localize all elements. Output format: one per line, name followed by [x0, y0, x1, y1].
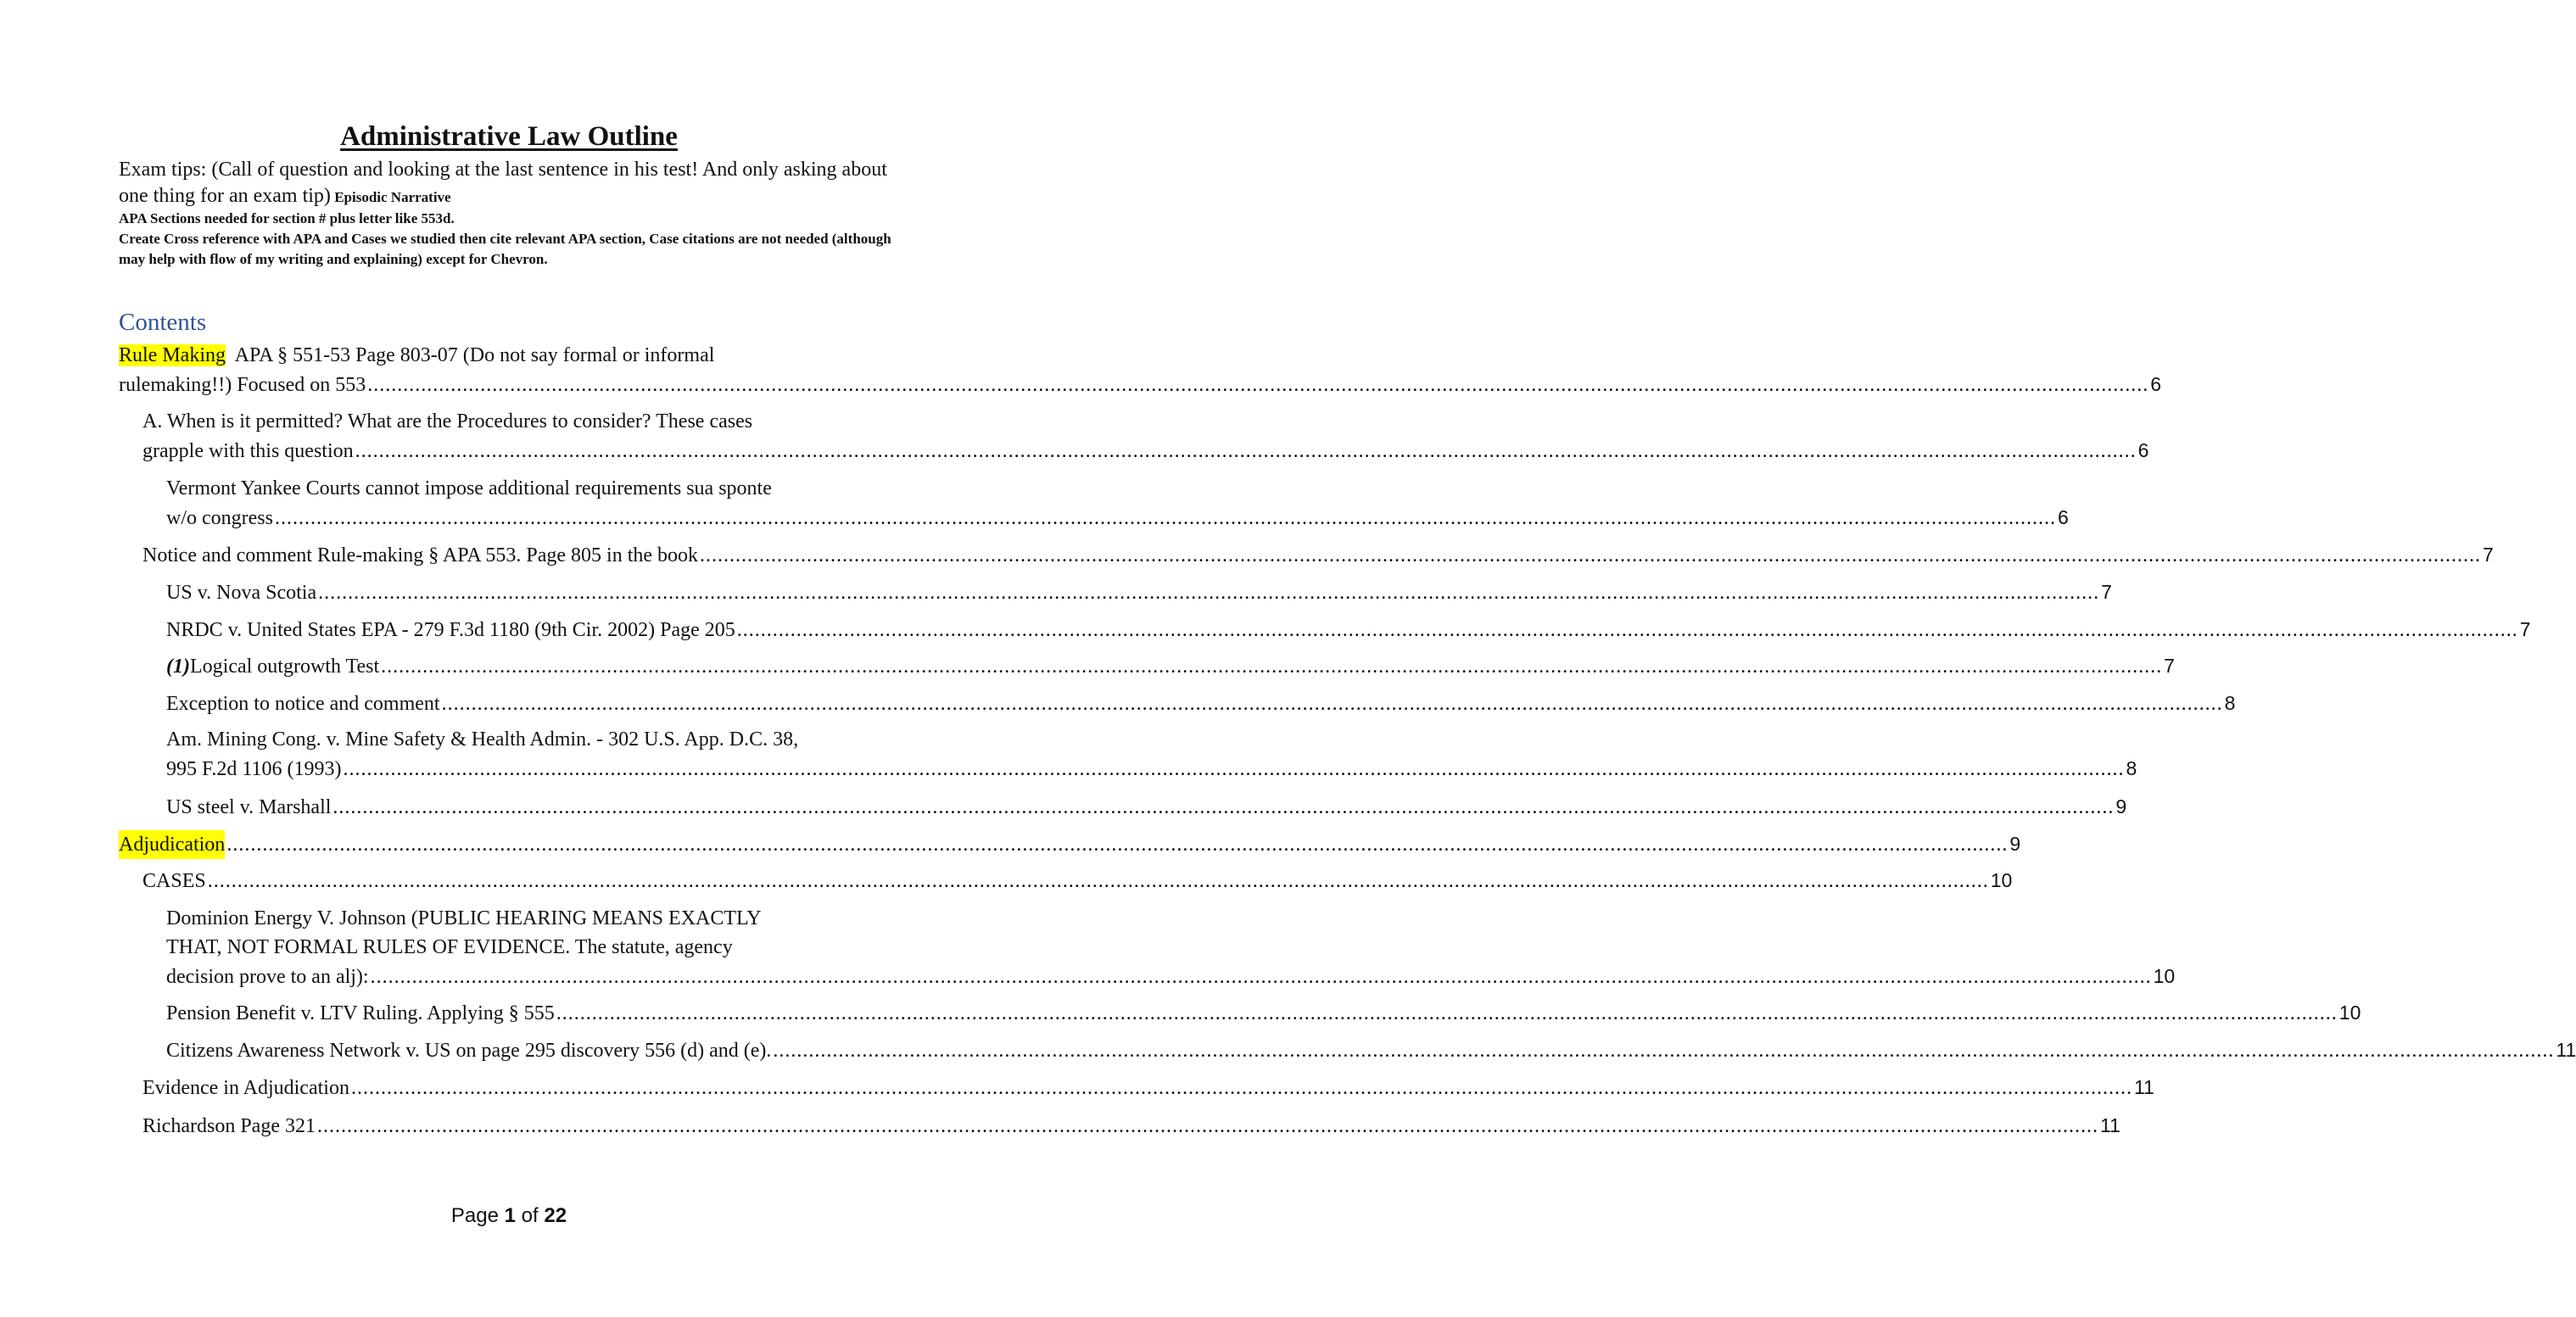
episodic-narrative-note: Episodic Narrative [330, 189, 451, 205]
toc-item-number: (1) [166, 656, 190, 678]
footer-total-pages: 22 [544, 1204, 567, 1227]
toc-page-number: 10 [2153, 965, 2176, 987]
dot-leader: ............................................................................................................................................................................................................................................................................................................ [332, 796, 2115, 818]
dot-leader: ............................................................................................................................................................................................................................................................................................................ [556, 1002, 2338, 1024]
footer-page-of: of [516, 1204, 545, 1227]
toc-entry-text: 995 F.2d 1106 (1993) [166, 758, 342, 780]
toc-entry-text: Exception to notice and comment [166, 693, 440, 715]
toc-page-number: 9 [2115, 795, 2127, 818]
toc-entry-text: THAT, NOT FORMAL RULES OF EVIDENCE. The statute, agency [166, 936, 733, 958]
toc-entry-text: NRDC v. United States EPA - 279 F.3d 1180 (9th Cir. 2002) Page 205 [166, 619, 735, 641]
toc-page-number: 11 [2133, 1076, 2154, 1098]
toc-entry-nrdc-v-epa[interactable] [166, 615, 2531, 645]
toc-page-number: 7 [2164, 655, 2175, 677]
toc-page-number: 6 [2057, 506, 2069, 528]
toc-entry-us-steel[interactable] [166, 792, 2127, 822]
toc-entry-vermont-yankee[interactable] [166, 474, 2069, 533]
toc-page-number: 11 [2556, 1039, 2576, 1061]
toc-entry-text: US steel v. Marshall [166, 796, 332, 818]
toc-entry-citizens-awareness[interactable] [166, 1035, 2576, 1065]
cross-reference-note: Create Cross reference with APA and Cases we studied then cite relevant APA section, Case citations are not needed (although may help with flow of my writing and explaining) except for Chevron. [119, 231, 891, 267]
toc-entry-exception-notice[interactable] [166, 689, 2236, 718]
toc-entry-text: Am. Mining Cong. v. Mine Safety & Health Admin. - 302 U.S. App. D.C. 38, [166, 728, 799, 751]
toc-page-number: 10 [2339, 1002, 2361, 1024]
dot-leader: ............................................................................................................................................................................................................................................................................................................ [381, 656, 2163, 678]
toc-entry-text: Citizens Awareness Network v. US on page 295 discovery 556 (d) and (e). [166, 1040, 772, 1062]
toc-entry-text: APA § 551-53 Page 803-07 (Do not say formal or informal [226, 344, 715, 366]
toc-page-number: 6 [2137, 439, 2149, 461]
toc-entry-text: rulemaking!!) Focused on 553 [119, 374, 366, 396]
toc-entry-am-mining[interactable] [166, 725, 2137, 784]
toc-entry-text: Dominion Energy V. Johnson (PUBLIC HEARING MEANS EXACTLY [166, 907, 762, 929]
toc-page-number: 8 [2224, 692, 2236, 714]
toc-entry-evidence-adjudication[interactable] [142, 1073, 2154, 1102]
toc-highlight-rule-making: Rule Making [119, 344, 226, 366]
toc-page-number: 7 [2483, 544, 2494, 566]
toc-page-number: 9 [2009, 833, 2021, 855]
toc-entry-text: Richardson Page 321 [142, 1115, 316, 1137]
toc-entry-text: Vermont Yankee Courts cannot impose additional requirements sua sponte [166, 477, 772, 499]
toc-entry-text: grapple with this question [142, 440, 354, 462]
exam-tips [119, 157, 899, 210]
toc-page-number: 6 [2150, 373, 2162, 395]
apa-sections-note: APA Sections needed for section # plus letter like 553d. [119, 210, 455, 226]
dot-leader: ............................................................................................................................................................................................................................................................................................................ [773, 1040, 2555, 1062]
toc-page-number: 7 [2101, 581, 2112, 603]
dot-leader: ............................................................................................................................................................................................................................................................................................................ [207, 870, 1989, 892]
toc-entry-text: CASES [142, 870, 206, 892]
contents-heading: Contents [119, 309, 207, 336]
exam-tips-text: Exam tips: (Call of question and looking at the last sentence in his test! And only asking about one thing for an exam tip) [119, 159, 887, 207]
toc-entry-cases[interactable] [142, 866, 2013, 896]
dot-leader: ............................................................................................................................................................................................................................................................................................................ [226, 834, 2009, 856]
toc-entry-adjudication[interactable] [119, 829, 2021, 859]
toc-entry-logical-outgrowth[interactable] [166, 651, 2175, 681]
toc-entry-pension-benefit[interactable] [166, 998, 2361, 1028]
footer-page-prefix: Page [450, 1204, 505, 1227]
dot-leader: ............................................................................................................................................................................................................................................................................................................ [367, 374, 2149, 396]
toc-page-number: 11 [2099, 1114, 2121, 1136]
toc-entry-text: w/o congress [166, 507, 273, 529]
dot-leader: ............................................................................................................................................................................................................................................................................................................ [343, 758, 2125, 780]
toc-entry-text: Evidence in Adjudication [142, 1077, 349, 1099]
dot-leader: ............................................................................................................................................................................................................................................................................................................ [316, 1115, 2098, 1137]
toc-entry-text: Notice and comment Rule-making § APA 553. Page 805 in the book [142, 544, 699, 566]
toc-entry-rule-making[interactable] [119, 341, 2162, 399]
toc-page-number: 10 [1990, 869, 2013, 891]
dot-leader: ............................................................................................................................................................................................................................................................................................................ [736, 619, 2518, 641]
toc-entry-text: decision prove to an alj): [166, 966, 369, 988]
toc-entry-notice-and-comment[interactable] [142, 540, 2494, 570]
footer-current-page: 1 [504, 1204, 516, 1227]
toc-entry-dominion-energy[interactable] [166, 904, 2176, 991]
toc-entry-when-permitted[interactable] [142, 407, 2149, 466]
toc-entry-nova-scotia[interactable] [166, 578, 2112, 607]
dot-leader: ............................................................................................................................................................................................................................................................................................................ [274, 507, 2056, 529]
toc-entry-text: Logical outgrowth Test [189, 656, 380, 678]
document-title: Administrative Law Outline [340, 121, 678, 152]
dot-leader: ............................................................................................................................................................................................................................................................................................................ [318, 582, 2100, 604]
page-footer [0, 1204, 1018, 1228]
toc-highlight-adjudication: Adjudication [119, 830, 225, 859]
toc-entry-richardson[interactable] [142, 1111, 2121, 1141]
toc-page-number: 8 [2126, 757, 2137, 779]
dot-leader: ............................................................................................................................................................................................................................................................................................................ [700, 544, 2482, 566]
dot-leader: ............................................................................................................................................................................................................................................................................................................ [370, 966, 2152, 988]
toc-entry-text: US v. Nova Scotia [166, 582, 317, 604]
dot-leader: ............................................................................................................................................................................................................................................................................................................ [350, 1077, 2132, 1099]
dot-leader: ............................................................................................................................................................................................................................................................................................................ [355, 440, 2137, 462]
toc-entry-text: Pension Benefit v. LTV Ruling. Applying § 555 [166, 1002, 555, 1024]
toc-page-number: 7 [2519, 618, 2531, 640]
toc-entry-text: A. When is it permitted? What are the Procedures to consider? These cases [142, 410, 753, 432]
dot-leader: ............................................................................................................................................................................................................................................................................................................ [441, 693, 2223, 715]
